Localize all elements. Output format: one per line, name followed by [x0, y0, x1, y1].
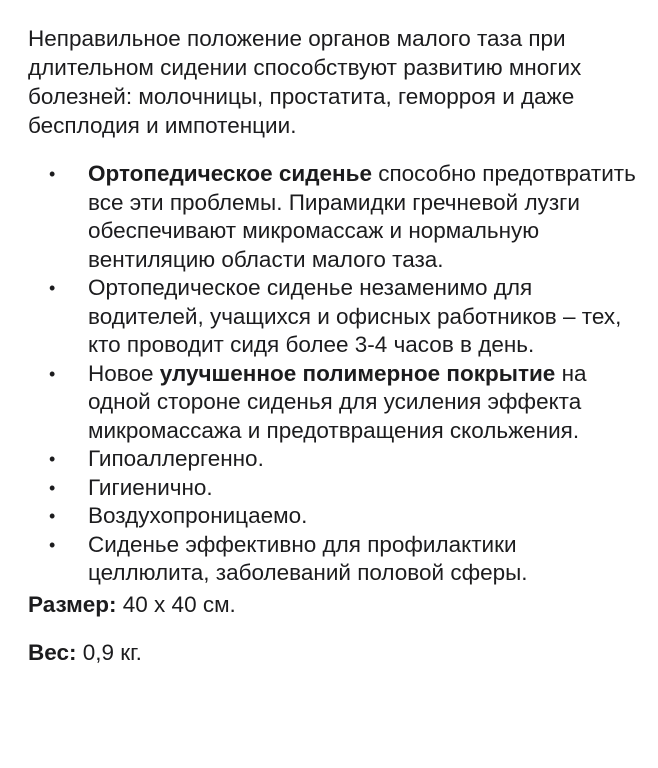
bullet-icon: • [49, 363, 56, 384]
feature-item [28, 474, 638, 503]
bullet-icon: • [49, 506, 56, 526]
size-label: Размер: [28, 591, 117, 617]
feature-text: Новое улучшенное полимерное покрытие на одной стороне сиденья для усиления эффекта микромассажа и предотвращения скольжения. [88, 360, 587, 443]
feature-item [28, 531, 638, 588]
intro-paragraph: Неправильное положение органов малого таза при длительном сидении способствуют развитию многих болезней: молочницы, простатита, геморроя и даже бесплодия и импотенции. [28, 26, 582, 138]
feature-item [28, 160, 638, 274]
feature-text: Воздухопроницаемо. [88, 503, 308, 528]
feature-item [28, 445, 638, 474]
bullet-icon: • [49, 449, 56, 469]
feature-text: Гипоаллергенно. [88, 446, 264, 471]
size-value: 40 х 40 см. [116, 591, 236, 617]
feature-highlight: улучшенное полимерное покрытие [159, 360, 556, 386]
bullet-icon: • [49, 278, 56, 298]
feature-text: Гигиенично. [88, 474, 213, 500]
feature-item [28, 360, 638, 446]
weight-spec [28, 638, 638, 667]
weight-value: 0,9 кг. [76, 639, 142, 665]
feature-text: Ортопедическое сиденье способно предотвратить все эти проблемы. Пирамидки гречневой лузги обеспечивают микромассаж и нормальную вентиляцию области малого таза. [88, 161, 636, 272]
bullet-icon: • [49, 477, 56, 498]
bullet-icon: • [49, 164, 56, 184]
feature-text: Ортопедическое сиденье незаменимо для водителей, учащихся и офисных работников – тех, кто проводит сидя более 3-4 часов в день. [88, 275, 622, 357]
feature-highlight: Ортопедическое сиденье [88, 161, 372, 186]
bullet-icon: • [49, 534, 56, 555]
feature-item [28, 274, 638, 360]
feature-list [28, 160, 638, 588]
size-spec [28, 590, 638, 619]
feature-text: Сиденье эффективно для профилактики целлюлита, заболеваний половой сферы. [88, 531, 528, 585]
weight-label: Вес: [28, 639, 77, 665]
feature-item [28, 502, 638, 531]
